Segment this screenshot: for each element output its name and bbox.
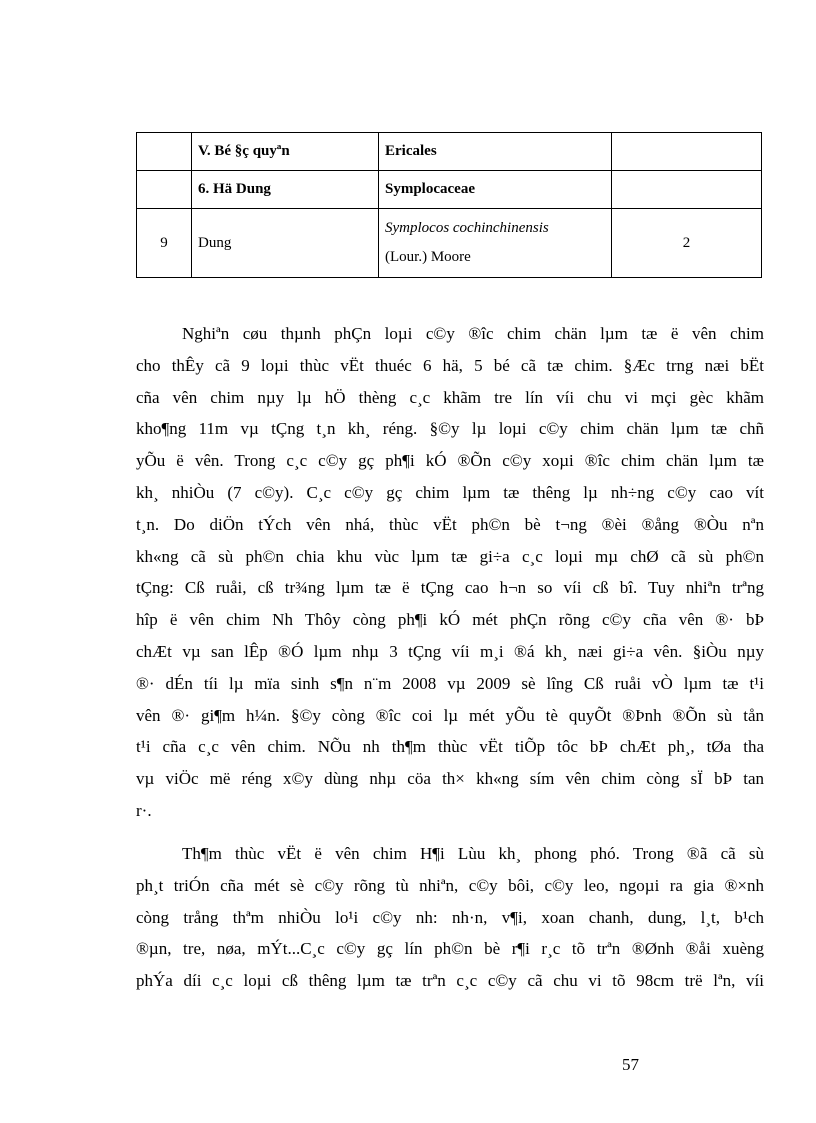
text-line: tÇng: Cß ruåi, cß tr¾ng lµm tæ ë tÇng cao h¬n so víi cß bî. Tuy nhiªn trªng	[136, 578, 764, 598]
text-line: còng trång thªm nhiÒu lo¹i c©y nh: nh·n, v¶i, xoan chanh, dung, l¸t, b¹ch	[136, 907, 764, 927]
text-line: r·.	[136, 800, 152, 820]
text-line: hîp ë vên chim Nh Thôy còng ph¶i kÓ mét phÇn rõng c©y cña vên ®· bÞ	[136, 610, 764, 630]
species-table	[136, 132, 762, 278]
cell-count	[612, 171, 762, 209]
text-line: kho¶ng 11m vµ tÇng t¸n kh¸ réng. §©y lµ loµi c©y chim chän lµm tæ chñ	[136, 419, 764, 439]
text-line: Th¶m thùc vËt ë vên chim H¶i Lùu kh¸ phong phó. Trong ®ã cã sù	[182, 844, 764, 863]
text-line: cña vên chim nµy lµ hÖ thèng c¸c khãm tre lín víi chu vi mçi gèc khãm	[136, 387, 764, 407]
text-line: t¸n. Do diÖn tÝch vên nhá, thùc vËt ph©n bè t¬ng ®èi ®ång ®Òu nªn	[136, 514, 764, 534]
cell-no: 9	[137, 209, 192, 278]
cell-no	[137, 133, 192, 171]
cell-name-vi: V. Bé §ç quyªn	[192, 133, 379, 171]
text-line: chÆt vµ san lÊp ®Ó lµm nhµ 3 tÇng víi m¸i ®á kh¸ næi gi÷a vên. §iÒu nµy	[136, 641, 764, 661]
text-line: ®µn, tre, nøa, mÝt...C¸c c©y gç lín ph©n bè r¶i r¸c tõ trªn ®Ønh ®åi xuèng	[136, 939, 764, 959]
cell-no	[137, 171, 192, 209]
table-row	[137, 209, 762, 278]
page-number: 57	[622, 1055, 639, 1074]
text-line: kh«ng cã sù ph©n chia khu vùc lµm tæ gi÷a c¸c loµi mµ chØ cã sù ph©n	[136, 546, 764, 566]
cell-name-vi: 6. Hä Dung	[192, 171, 379, 209]
author-name: (Lour.) Moore	[385, 249, 471, 265]
text-line: phÝa díi c¸c loµi cß thêng lµm tæ trªn c¸c c©y cã chu vi tõ 98cm trë lªn, víi	[136, 971, 764, 991]
text-line: ph¸t triÓn cña mét sè c©y rõng tù nhiªn, c©y bôi, c©y leo, ngoµi ra gia ®×nh	[136, 875, 764, 895]
text-line: t¹i cña c¸c vên chim. NÕu nh th¶m thùc vËt tiÕp tôc bÞ chÆt ph¸, tØa tha	[136, 737, 764, 757]
scientific-name: Symplocos cochinchinensis	[385, 220, 549, 236]
text-line: vµ viÖc më réng x©y dùng nhµ cöa th× kh«ng sím vên chim còng sÏ bÞ tan	[136, 769, 764, 789]
text-line: kh¸ nhiÒu (7 c©y). C¸c c©y gç chim lµm tæ thêng lµ nh÷ng c©y cao vít	[136, 482, 764, 502]
body-paragraph-2	[136, 838, 764, 997]
text-line: cho thÊy cã 9 loµi thùc vËt thuéc 6 hä, 5 bé cã tæ chim. §Æc trng næi bËt	[136, 355, 764, 375]
body-paragraph-1	[136, 318, 764, 827]
cell-name-sci: Symplocaceae	[379, 171, 612, 209]
text-line: vên ®· gi¶m h¼n. §©y còng ®îc coi lµ mét yÕu tè quyÕt ®Þnh ®Õn sù tån	[136, 705, 764, 725]
cell-name-sci	[379, 209, 612, 278]
text-line: yÕu ë vên. Trong c¸c c©y gç ph¶i kÓ ®Õn c©y xoµi ®îc chim chän lµm tæ	[136, 451, 764, 471]
cell-name-vi: Dung	[192, 209, 379, 278]
cell-count: 2	[612, 209, 762, 278]
text-line: ®· dÉn tíi lµ mïa sinh s¶n n¨m 2008 vµ 2009 sè lîng Cß ruåi vÒ lµm tæ t¹i	[136, 673, 764, 693]
cell-count	[612, 133, 762, 171]
text-line: Nghiªn cøu thµnh phÇn loµi c©y ®îc chim chän lµm tæ ë vên chim	[182, 324, 764, 343]
cell-name-sci: Ericales	[379, 133, 612, 171]
table-row	[137, 133, 762, 171]
table-row	[137, 171, 762, 209]
